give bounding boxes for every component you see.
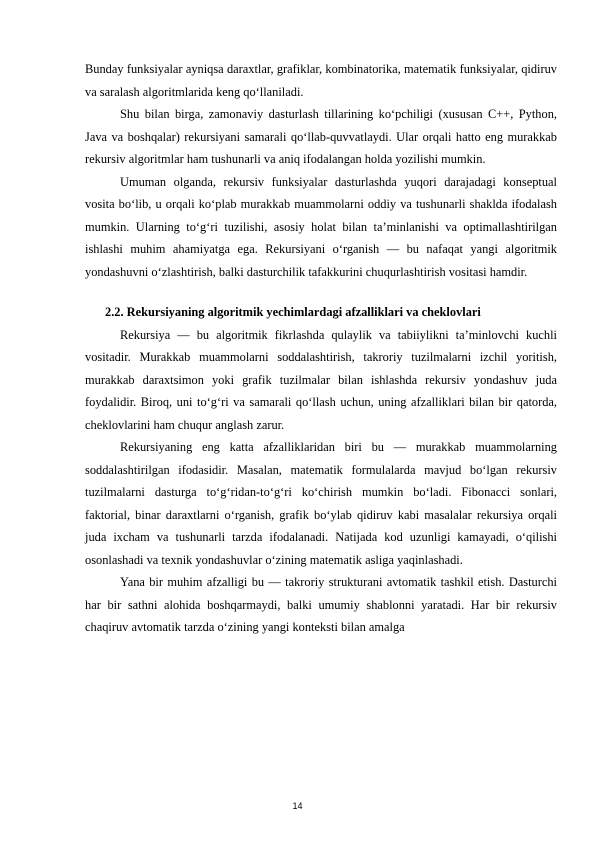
page-number: 14 bbox=[292, 801, 303, 811]
paragraph-advantage-simplification: Rekursiyaning eng katta afzalliklaridan biri bu — murakkab muammolarning soddalashtirilgan ifodasidir. Masalan, matematik formulalarda mavjud bo‘lgan rekursiv tuzilmalarni dasturga to‘g‘ridan-to‘g‘ri ko‘chirish mumkin bo‘ladi. Fibonacci sonlari, faktorial, binar daraxtlarni o‘rganish, grafik bo‘ylab qidiruv kabi masalalar rekursiya orqali juda ixcham va tushunarli tarzda ifodalanadi. Natijada kod uzunligi kamayadi, o‘qilishi osonlashadi va texnik yondashuvlar o‘zining matematik asliga yaqinlashadi. bbox=[85, 440, 557, 567]
paragraph-continued: Bunday funksiyalar ayniqsa daraxtlar, grafiklar, kombinatorika, matematik funksiyalar, qidiruv va saralash algoritmlarida keng qo‘llaniladi. bbox=[85, 62, 557, 99]
paragraph-summary: Umuman olganda, rekursiv funksiyalar dasturlashda yuqori darajadagi konseptual vosita bo‘lib, u orqali ko‘plab murakkab muammolarni oddiy va tushunarli shaklda ifodalash mumkin. Ularning to‘g‘ri tuzilishi, asosiy holat bilan ta’minlanishi va optimallashtirilgan ishlashi muhim ahamiyatga ega. Rekursiyani o‘rganish — bu nafaqat yangi algoritmik yondashuvni o‘zlashtirish, balki dasturchilik tafakkurini chuqurlashtirish vositasi hamdir. bbox=[85, 174, 557, 279]
page-body bbox=[85, 58, 557, 639]
paragraph-recursion-intro: Rekursiya — bu algoritmik fikrlashda qulaylik va tabiiylikni ta’minlovchi kuchli vositadir. Murakkab muammolarni soddalashtirish, takroriy tuzilmalarni izchil yoritish, murakkab daraxtsimon yoki grafik tuzilmalar bilan ishlashda rekursiv yondashuv juda foydalidir. Biroq, uni to‘g‘ri va samarali qo‘llash uchun, uning afzalliklari bilan bir qatorda, cheklovlarini ham chuqur anglash zarur. bbox=[85, 327, 557, 432]
paragraph-advantage-structure: Yana bir muhim afzalligi bu — takroriy strukturani avtomatik tashkil etish. Dasturchi har bir sathni alohida boshqarmaydi, balki umumiy shablonni yaratadi. Har bir rekursiv chaqiruv avtomatik tarzda o‘zining yangi konteksti bilan amalga bbox=[85, 575, 557, 634]
section-heading: 2.2. Rekursiyaning algoritmik yechimlardagi afzalliklari va cheklovlari bbox=[105, 305, 481, 319]
paragraph-programming-languages: Shu bilan birga, zamonaviy dasturlash tillarining ko‘pchiligi (xususan C++, Python, Java va boshqalar) rekursiyani samarali qo‘llab-quvvatlaydi. Ular orqali hatto eng murakkab rekursiv algoritmlar ham tushunarli va aniq ifodalangan holda yozilishi mumkin. bbox=[85, 107, 557, 166]
